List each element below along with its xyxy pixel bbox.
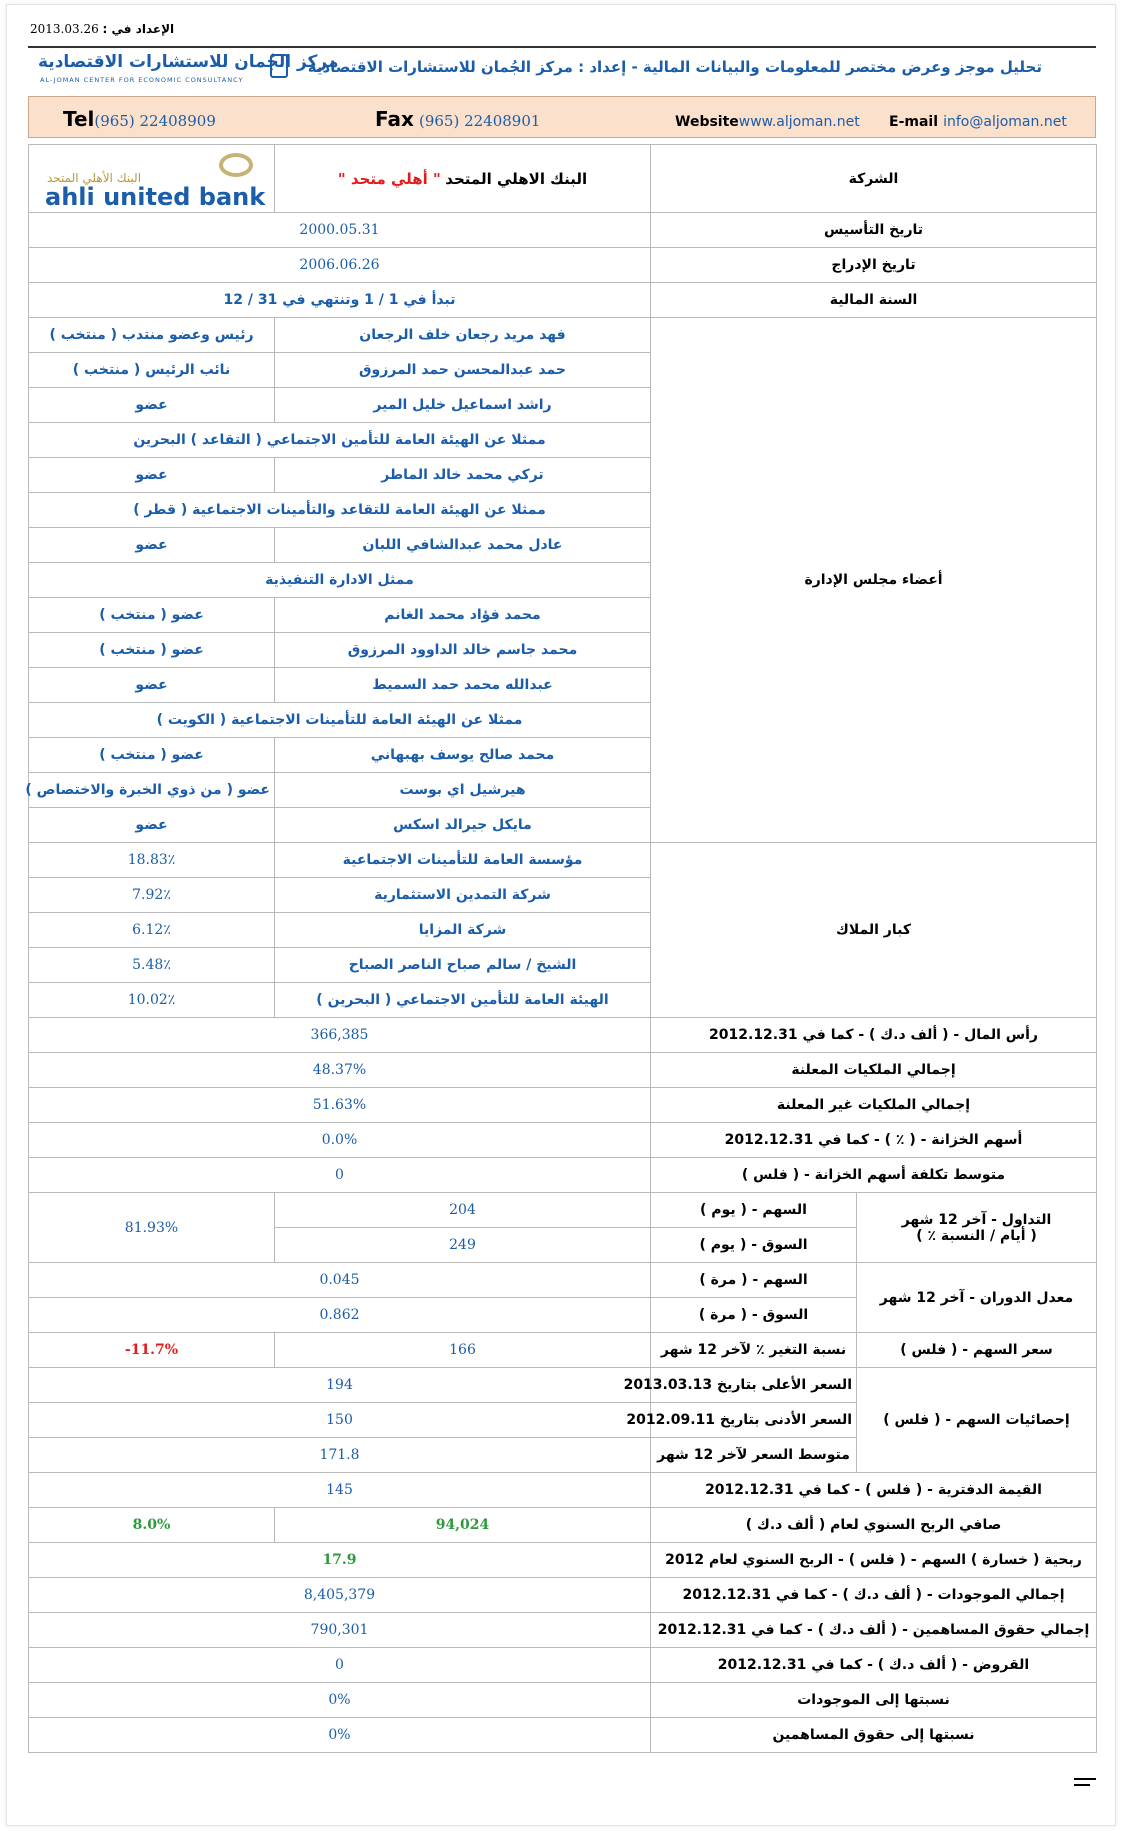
- tel: Tel(965) 22408909: [63, 107, 216, 131]
- to-assets-row: [29, 1683, 1097, 1718]
- turnover-row: [29, 1263, 1097, 1298]
- board-member: تركي محمد خالد الماطر: [275, 458, 651, 493]
- bank-logo: البنك الأهلي المتحد ahli united bank: [39, 151, 279, 207]
- fiscal-row: [29, 283, 1097, 318]
- board-member: محمد جاسم خالد الداوود المرزوق: [275, 633, 651, 668]
- trading-row: [29, 1193, 1097, 1228]
- report-headline: تحليل موجز وعرض مختصر للمعلومات والبيانات المالية - إعداد : مركز الجُمان للاستشارات الاقتصادية: [307, 58, 1042, 76]
- declared-value: 48.37%: [29, 1053, 651, 1088]
- board-role: عضو ( من ذوي الخبرة والاختصاص ): [29, 773, 275, 808]
- board-member: عادل محمد عبدالشافي اللبان: [275, 528, 651, 563]
- declared-row: [29, 1053, 1097, 1088]
- eps-value: 17.9: [29, 1543, 651, 1578]
- founded-value: 2000.05.31: [29, 213, 651, 248]
- trading-market-label: السوق - ( يوم ): [651, 1228, 857, 1263]
- turnover-stock-label: السهم - ( مرة ): [651, 1263, 857, 1298]
- header-rule: [28, 46, 1096, 48]
- declared-label: إجمالي الملكيات المعلنة: [651, 1053, 1097, 1088]
- price-value: 166: [275, 1333, 651, 1368]
- owner-name: الهيئة العامة للتأمين الاجتماعي ( البحرين ): [275, 983, 651, 1018]
- high-label: السعر الأعلى بتاريخ 2013.03.13: [651, 1368, 857, 1403]
- profit-row: [29, 1508, 1097, 1543]
- treasury-row: [29, 1123, 1097, 1158]
- profit-pct: 8.0%: [29, 1508, 275, 1543]
- to-equity-label: نسبتها إلى حقوق المساهمين: [651, 1718, 1097, 1753]
- prepared-date: الإعداد في : 2013.03.26: [30, 22, 175, 36]
- board-row: [29, 318, 1097, 353]
- company-row: [29, 145, 1097, 213]
- treasury-cost-row: [29, 1158, 1097, 1193]
- equity-label: إجمالي حقوق المساهمين - ( ألف د.ك ) - كما في 2012.12.31: [651, 1613, 1097, 1648]
- undeclared-value: 51.63%: [29, 1088, 651, 1123]
- owner-pct: 7.92٪: [29, 878, 275, 913]
- assets-label: إجمالي الموجودات - ( ألف د.ك ) - كما في 2012.12.31: [651, 1578, 1097, 1613]
- owner-name: شركة التمدين الاستثمارية: [275, 878, 651, 913]
- high-value: 194: [29, 1368, 651, 1403]
- to-equity-value: 0%: [29, 1718, 651, 1753]
- owner-pct: 18.83٪: [29, 843, 275, 878]
- turnover-stock-value: 0.045: [29, 1263, 651, 1298]
- book-value: 145: [29, 1473, 651, 1508]
- low-label: السعر الأدنى بتاريخ 2012.09.11: [651, 1403, 857, 1438]
- board-member: محمد فؤاد محمد الغانم: [275, 598, 651, 633]
- assets-row: [29, 1578, 1097, 1613]
- footer-mark-2: [1074, 1784, 1090, 1786]
- treasury-cost-value: 0: [29, 1158, 651, 1193]
- eps-row: [29, 1543, 1097, 1578]
- trading-stock-label: السهم - ( يوم ): [651, 1193, 857, 1228]
- trading-label: التداول - آخر 12 شهر ( أيام / النسبة ٪ ): [857, 1193, 1097, 1263]
- price-change-value: -11.7%: [29, 1333, 275, 1368]
- loans-row: [29, 1648, 1097, 1683]
- book-row: [29, 1473, 1097, 1508]
- board-role: عضو: [29, 808, 275, 843]
- board-member: محمد صالح يوسف بهبهاني: [275, 738, 651, 773]
- capital-row: [29, 1018, 1097, 1053]
- board-member: حمد عبدالمحسن حمد المرزوق: [275, 353, 651, 388]
- owner-name: شركة المزايا: [275, 913, 651, 948]
- price-row: [29, 1333, 1097, 1368]
- owner-pct: 10.02٪: [29, 983, 275, 1018]
- company-name: البنك الاهلي المتحد " أهلي متحد ": [275, 145, 651, 213]
- to-equity-row: [29, 1718, 1097, 1753]
- listed-value: 2006.06.26: [29, 248, 651, 283]
- owner-pct: 6.12٪: [29, 913, 275, 948]
- price-stats-label: إحصائيات السهم - ( فلس ): [857, 1368, 1097, 1473]
- profit-label: صافي الربح السنوي لعام ( ألف د.ك ): [651, 1508, 1097, 1543]
- price-change-label: نسبة التغير ٪ لآخر 12 شهر: [651, 1333, 857, 1368]
- board-role: عضو: [29, 528, 275, 563]
- board-role: عضو ( منتخب ): [29, 633, 275, 668]
- board-representation: ممثلا عن الهيئة العامة للتقاعد والتأمينات الاجتماعية ( قطر ): [29, 493, 651, 528]
- company-info-table: [25, 144, 1097, 1753]
- eps-label: ربحية ( خسارة ) السهم - ( فلس ) - الربح السنوي لعام 2012: [651, 1543, 1097, 1578]
- to-assets-label: نسبتها إلى الموجودات: [651, 1683, 1097, 1718]
- fax: Fax (965) 22408901: [375, 107, 541, 131]
- bank-logo-icon: [219, 153, 253, 177]
- fiscal-value: تبدأ في 1 / 1 وتنتهي في 31 / 12: [29, 283, 651, 318]
- board-member: فهد مريد رجعان خلف الرجعان: [275, 318, 651, 353]
- founded-label: تاريخ التأسيس: [651, 213, 1097, 248]
- board-role: عضو: [29, 458, 275, 493]
- listed-label: تاريخ الإدراج: [651, 248, 1097, 283]
- assets-value: 8,405,379: [29, 1578, 651, 1613]
- fiscal-label: السنة المالية: [651, 283, 1097, 318]
- treasury-label: أسهم الخزانة - ( ٪ ) - كما في 2012.12.31: [651, 1123, 1097, 1158]
- turnover-market-value: 0.862: [29, 1298, 651, 1333]
- capital-label: رأس المال - ( ألف د.ك ) - كما في 2012.12.31: [651, 1018, 1097, 1053]
- turnover-label: معدل الدوران - آخر 12 شهر: [857, 1263, 1097, 1333]
- high-row: [29, 1368, 1097, 1403]
- capital-value: 366,385: [29, 1018, 651, 1053]
- board-title: أعضاء مجلس الإدارة: [651, 318, 1097, 843]
- board-role: رئيس وعضو منتدب ( منتخب ): [29, 318, 275, 353]
- joman-logo: مركز الجُمان للاستشارات الاقتصادية AL-JOMAN CENTER FOR ECONOMIC CONSULTANCY: [38, 52, 339, 84]
- trading-market-value: 249: [275, 1228, 651, 1263]
- undeclared-row: [29, 1088, 1097, 1123]
- trading-stock-value: 204: [275, 1193, 651, 1228]
- board-representation: ممثلا عن الهيئة العامة للتأمينات الاجتماعية ( الكويت ): [29, 703, 651, 738]
- bank-logo-cell: [29, 145, 275, 213]
- board-role: عضو ( منتخب ): [29, 598, 275, 633]
- turnover-market-label: السوق - ( مرة ): [651, 1298, 857, 1333]
- board-member: راشد اسماعيل خليل المير: [275, 388, 651, 423]
- undeclared-label: إجمالي الملكيات غير المعلنة: [651, 1088, 1097, 1123]
- owner-pct: 5.48٪: [29, 948, 275, 983]
- equity-row: [29, 1613, 1097, 1648]
- trading-pct: 81.93%: [29, 1193, 275, 1263]
- loans-label: القروض - ( ألف د.ك ) - كما في 2012.12.31: [651, 1648, 1097, 1683]
- founded-row: [29, 213, 1097, 248]
- board-representation: ممثل الادارة التنفيذية: [29, 563, 651, 598]
- book-label: القيمة الدفترية - ( فلس ) - كما في 2012.12.31: [651, 1473, 1097, 1508]
- contact-bar: [28, 96, 1096, 138]
- treasury-cost-label: متوسط تكلفة أسهم الخزانة - ( فلس ): [651, 1158, 1097, 1193]
- board-role: عضو: [29, 388, 275, 423]
- to-assets-value: 0%: [29, 1683, 651, 1718]
- profit-value: 94,024: [275, 1508, 651, 1543]
- listed-row: [29, 248, 1097, 283]
- board-role: عضو: [29, 668, 275, 703]
- email[interactable]: E-mail info@aljoman.net: [889, 114, 1067, 130]
- board-representation: ممثلا عن الهيئة العامة للتأمين الاجتماعي ( التقاعد ) البحرين: [29, 423, 651, 458]
- board-role: نائب الرئيس ( منتخب ): [29, 353, 275, 388]
- board-role: عضو ( منتخب ): [29, 738, 275, 773]
- board-member: هيرشيل اي بوست: [275, 773, 651, 808]
- avg-label: متوسط السعر لآخر 12 شهر: [651, 1438, 857, 1473]
- loans-value: 0: [29, 1648, 651, 1683]
- owner-name: الشيخ / سالم صباح الناصر الصباح: [275, 948, 651, 983]
- joman-mark-icon: [270, 54, 288, 78]
- footer-mark: [1074, 1778, 1096, 1780]
- avg-value: 171.8: [29, 1438, 651, 1473]
- board-member: مايكل جيرالد اسكس: [275, 808, 651, 843]
- treasury-value: 0.0%: [29, 1123, 651, 1158]
- website[interactable]: Websitewww.aljoman.net: [675, 114, 860, 130]
- board-member: عبدالله محمد حمد السميط: [275, 668, 651, 703]
- company-label: الشركة: [651, 145, 1097, 213]
- low-value: 150: [29, 1403, 651, 1438]
- owner-row: [29, 843, 1097, 878]
- owners-title: كبار الملاك: [651, 843, 1097, 1018]
- price-label: سعر السهم - ( فلس ): [857, 1333, 1097, 1368]
- equity-value: 790,301: [29, 1613, 651, 1648]
- owner-name: مؤسسة العامة للتأمينات الاجتماعية: [275, 843, 651, 878]
